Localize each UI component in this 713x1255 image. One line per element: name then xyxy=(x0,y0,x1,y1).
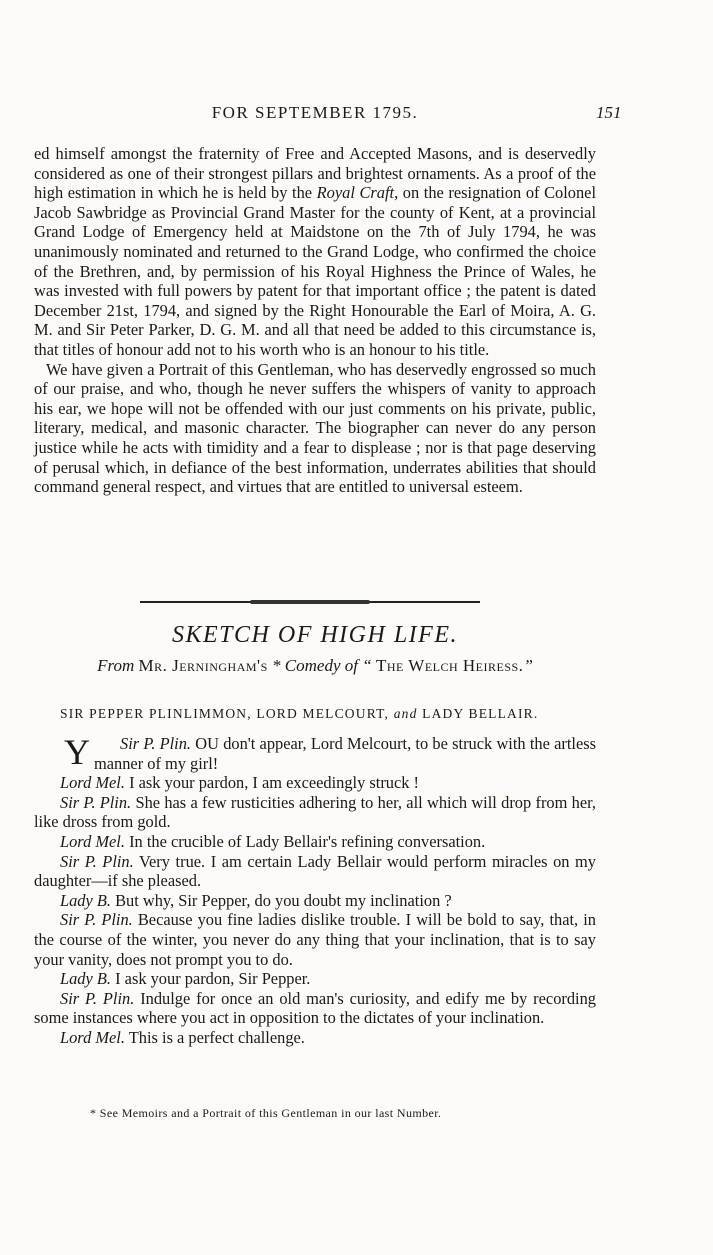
speaker: Sir P. Plin. xyxy=(60,792,132,812)
dialogue-line: Sir P. Plin. Because you fine ladies dislike trouble. I will be bold to say, that, in the course of the winter, you never do any thing that your inclination, that is to say your vanity, does not prompt you to do. xyxy=(34,910,596,969)
drop-cap: Y xyxy=(64,732,90,772)
dialogue-line: Sir P. Plin. Indulge for once an old man's curiosity, and edify me by recording some instances where you act in opposition to the dictates of your inclination. xyxy=(34,988,596,1028)
dialogue-line: Lady B. I ask your pardon, Sir Pepper. xyxy=(60,969,311,989)
page-number: 151 xyxy=(596,103,622,122)
sketch-source-line: From Mr. Jerningham's * Comedy of “ The Welch Heiress.” xyxy=(97,656,533,675)
footnote: * See Memoirs and a Portrait of this Gentleman in our last Number. xyxy=(90,1106,442,1120)
section-divider xyxy=(140,601,480,603)
speaker: Sir P. Plin. xyxy=(60,910,133,930)
running-head: FOR SEPTEMBER 1795. xyxy=(211,103,419,122)
dialogue-line: Sir P. Plin. Y OU don't appear, Lord Melcourt, to be struck with the artless manner of my girl! xyxy=(34,734,596,773)
speaker: Lord Mel. xyxy=(60,831,125,851)
author-name: Mr. Jerningham's xyxy=(138,656,268,675)
dialogue-line: Lord Mel. In the crucible of Lady Bellair's refining conversation. xyxy=(60,831,486,851)
speaker: Lord Mel. xyxy=(60,1027,125,1047)
speaker: Lady B. xyxy=(60,969,111,989)
article-body xyxy=(34,144,596,497)
sketch-title: SKETCH OF HIGH LIFE. xyxy=(172,622,458,648)
speaker: Lord Mel. xyxy=(60,773,125,793)
dramatis-personae: SIR PEPPER PLINLIMMON, LORD MELCOURT, and LADY BELLAIR. xyxy=(60,706,539,721)
speaker: Sir P. Plin. xyxy=(60,988,135,1008)
paragraph-2: We have given a Portrait of this Gentleman, who has deservedly engrossed so much of our praise, and who, though he never suffers the whispers of vanity to approach his ear, we hope will not be offended with our just comments on his private, public, literary, medical, and masonic character. The biographer can never do any person justice while he acts with timidity and a fear to displease ; nor is that page deserving of perusal which, in defiance of the best information, underrates abilities that should command general respect, and virtues that are entitled to universal esteem. xyxy=(34,359,596,497)
italic-royal-craft: Royal Craft xyxy=(316,183,395,203)
paragraph-1: ed himself amongst the fraternity of Free and Accepted Masons, and is deservedly considered as one of their strongest pillars and brightest ornaments. As a proof of the high estimation in which he is held by the Royal Craft, on the resignation of Colonel Jacob Sawbridge as Provincial Grand Master for the county of Kent, at a provincial Grand Lodge of Emergency held at Maidstone on the 7th of July 1794, he was unanimously nominated and returned to the Grand Lodge, who confirmed the choice of the Brethren, and, by permission of his Royal Highness the Prince of Wales, he was invested with full powers by patent for that important office ; the patent is dated December 21st, 1794, and signed by the Right Honourable the Earl of Moira, A. G. M. and Sir Peter Parker, D. G. M. and all that need be added to this circumstance is, that titles of honour add not to his worth who is an honour to his title. xyxy=(34,144,596,359)
dialogue-line: Lady B. But why, Sir Pepper, do you doubt my inclination ? xyxy=(60,890,452,910)
speaker: Sir P. Plin. xyxy=(60,851,134,871)
play-title: The Welch Heiress. xyxy=(375,656,524,675)
dialogue-line: Lord Mel. I ask your pardon, I am exceedingly struck ! xyxy=(60,773,420,793)
speaker: Lady B. xyxy=(60,890,111,910)
dialogue-line: Lord Mel. This is a perfect challenge. xyxy=(60,1027,305,1047)
speaker: Sir P. Plin. xyxy=(120,734,192,753)
dialogue-line: Sir P. Plin. Very true. I am certain Lady Bellair would perform miracles on my daughter—if she pleased. xyxy=(34,851,596,891)
dialogue-line: Sir P. Plin. She has a few rusticities adhering to her, all which will drop from her, like dross from gold. xyxy=(34,792,597,832)
dialogue xyxy=(34,734,596,1048)
